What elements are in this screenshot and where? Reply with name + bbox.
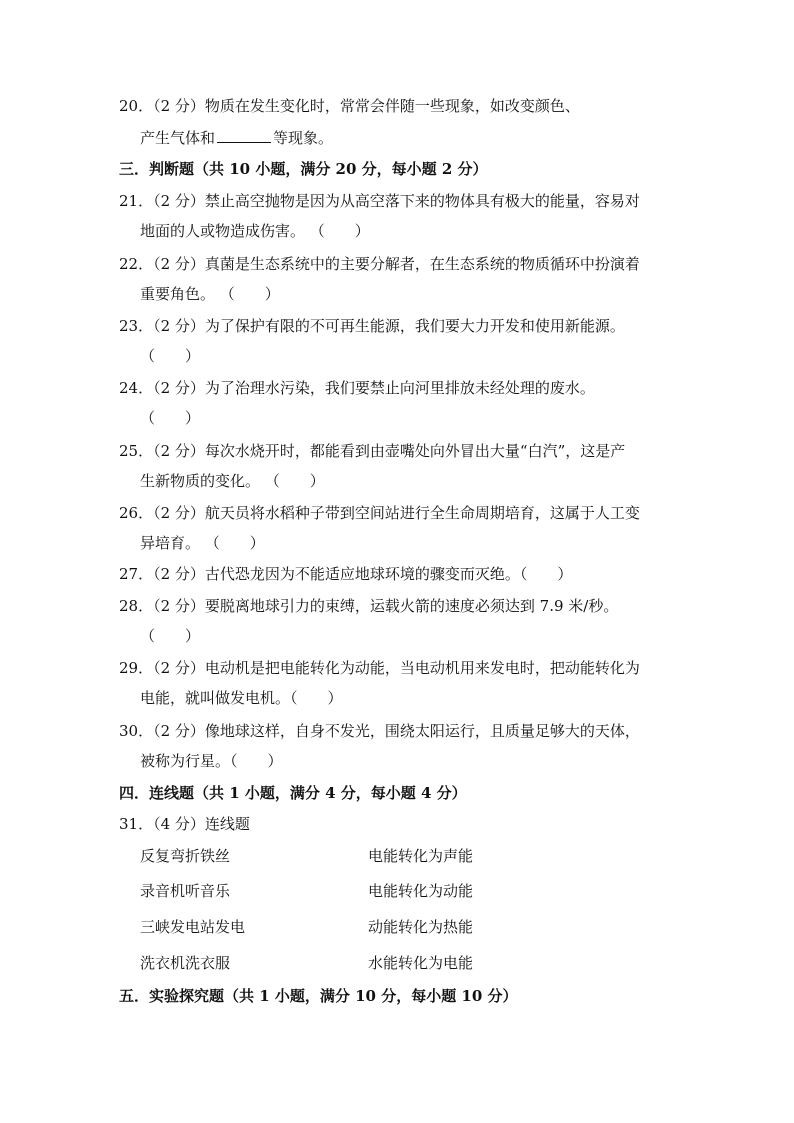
q30-line1: 30．（2 分）像地球这样，自身不发光，围绕太阳运行，且质量足够大的天体，: [119, 722, 640, 740]
q29-line1: 29．（2 分）电动机是把电能转化为动能，当电动机用来发电时，把动能转化为: [119, 659, 640, 677]
match-right-item[interactable]: 水能转化为电能: [368, 954, 474, 972]
match-left-item[interactable]: 录音机听音乐: [140, 882, 231, 900]
q30-line2: 被称为行星。（ ）: [140, 752, 283, 770]
section-5-title: 五．实验探究题（共 1 小题，满分 10 分，每小题 10 分）: [119, 987, 518, 1005]
q20-blank[interactable]: [217, 127, 271, 143]
q29-line2: 电能，就叫做发电机。（ ）: [140, 689, 343, 707]
match-right-item[interactable]: 动能转化为热能: [368, 918, 474, 936]
section-4-title: 四．连线题（共 1 小题，满分 4 分，每小题 4 分）: [119, 784, 467, 802]
q20-text-a: 产生气体和: [140, 129, 216, 147]
q25-line1: 25．（2 分）每次水烧开时，都能看到由壶嘴处向外冒出大量“白汽”，这是产: [119, 442, 626, 460]
q24-line2: （ ）: [140, 409, 201, 427]
q21-line1: 21．（2 分）禁止高空抛物是因为从高空落下来的物体具有极大的能量，容易对: [119, 192, 640, 210]
q27-line1: 27．（2 分）古代恐龙因为不能适应地球环境的骤变而灭绝。（ ）: [119, 565, 573, 583]
q23-line2: （ ）: [140, 347, 201, 365]
match-left-item[interactable]: 洗衣机洗衣服: [140, 954, 231, 972]
match-right-item[interactable]: 电能转化为声能: [368, 847, 474, 865]
q20-line1: 20．（2 分）物质在发生变化时，常常会伴随一些现象，如改变颜色、: [119, 97, 580, 115]
q26-line2: 异培育。 （ ）: [140, 534, 265, 552]
q26-line1: 26．（2 分）航天员将水稻种子带到空间站进行全生命周期培育，这属于人工变: [119, 504, 640, 522]
q28-line2: （ ）: [140, 627, 201, 645]
q24-line1: 24．（2 分）为了治理水污染，我们要禁止向河里排放未经处理的废水。: [119, 379, 595, 397]
q31-label: 31．（4 分）连线题: [119, 815, 250, 833]
match-right-item[interactable]: 电能转化为动能: [368, 882, 474, 900]
q21-line2: 地面的人或物造成伤害。 （ ）: [140, 222, 370, 240]
q25-line2: 生新物质的变化。 （ ）: [140, 472, 325, 490]
q22-line1: 22．（2 分）真菌是生态系统中的主要分解者，在生态系统的物质循环中扮演着: [119, 255, 640, 273]
q23-line1: 23．（2 分）为了保护有限的不可再生能源，我们要大力开发和使用新能源。: [119, 317, 625, 335]
q28-line1: 28．（2 分）要脱离地球引力的束缚，运载火箭的速度必须达到 7.9 米/秒。: [119, 597, 619, 615]
q20-text-b: 等现象。: [273, 129, 334, 147]
q22-line2: 重要角色。 （ ）: [140, 285, 280, 303]
match-left-item[interactable]: 三峡发电站发电: [140, 918, 246, 936]
match-left-item[interactable]: 反复弯折铁丝: [140, 847, 231, 865]
q20-line2: [140, 127, 333, 148]
section-3-title: 三．判断题（共 10 小题，满分 20 分，每小题 2 分）: [119, 160, 488, 178]
